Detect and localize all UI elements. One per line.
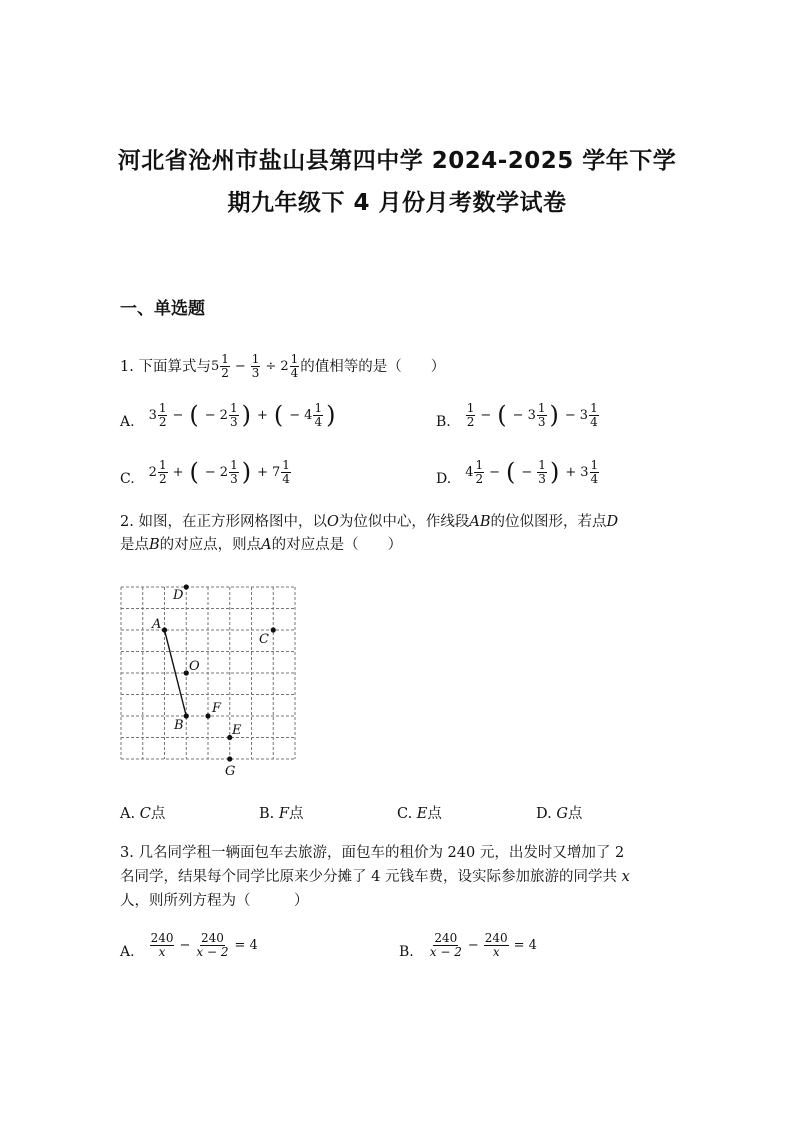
numerator: 1 [229, 400, 238, 415]
option-letter: C. [397, 806, 413, 822]
label-c: C [259, 632, 269, 647]
fraction [484, 932, 509, 959]
q2-option-d[interactable] [536, 802, 582, 826]
fraction [589, 402, 599, 429]
numerator: 240 [484, 930, 508, 945]
option-letter: C. [120, 471, 135, 487]
numerator: 1 [590, 400, 598, 415]
q2-var-a: A [261, 537, 272, 553]
operator: + [565, 464, 577, 480]
q1-frac-b-den: 3 [251, 366, 260, 380]
numerator: 240 [200, 930, 224, 945]
denominator: 2 [466, 414, 475, 429]
q3-var-x: x [621, 869, 630, 885]
operator: − [521, 464, 533, 480]
option-expression [465, 402, 600, 429]
fraction [229, 459, 239, 486]
option-letter: A. [120, 944, 135, 960]
q1-frac-a [220, 353, 230, 380]
point-d [184, 584, 189, 589]
q1-expression [211, 353, 300, 380]
denominator: x [158, 944, 166, 959]
fraction [466, 402, 476, 429]
operator: − [179, 937, 191, 953]
denominator: 4 [314, 414, 323, 429]
equation-rhs: = 4 [513, 937, 537, 953]
q1-option-a[interactable] [120, 400, 337, 430]
whole: 4 [304, 407, 313, 423]
page-title-line1: 河北省沧州市盐山县第四中学 2024-2025 学年下学 [117, 148, 677, 174]
numerator: 1 [466, 400, 475, 415]
option-text: 点 [288, 806, 304, 822]
left-paren: ( [273, 401, 284, 429]
option-expression [149, 402, 338, 429]
operator: − [204, 407, 216, 423]
q1-option-d[interactable] [436, 457, 600, 487]
label-e: E [232, 723, 242, 738]
fraction [158, 459, 168, 486]
option-letter: B. [259, 806, 275, 822]
right-paren: ) [549, 458, 560, 486]
right-paren: ) [241, 401, 251, 429]
fraction [195, 932, 229, 959]
denominator: 2 [158, 414, 167, 429]
page-title-line2: 期九年级下 4 月份月考数学试卷 [227, 190, 567, 216]
denominator: 3 [538, 471, 546, 486]
dashed-grid [121, 587, 295, 759]
fraction [281, 459, 291, 486]
label-b: B [174, 718, 184, 733]
denominator: 4 [590, 471, 599, 486]
q1-option-b[interactable] [436, 400, 600, 430]
fraction [158, 402, 168, 429]
numerator: 1 [314, 400, 323, 415]
label-a: A [152, 617, 162, 632]
option-letter: A. [120, 806, 136, 822]
operator: + [172, 464, 184, 480]
whole: 7 [271, 464, 281, 480]
whole: 2 [148, 464, 157, 480]
option-text: 点 [427, 806, 442, 822]
q1-frac-b-num: 1 [251, 352, 260, 366]
whole: 2 [219, 407, 228, 423]
label-o: O [189, 659, 200, 674]
numerator: 1 [158, 457, 167, 472]
option-letter: D. [536, 806, 552, 822]
operator: − [512, 407, 524, 423]
q1-frac-a-den: 2 [221, 366, 229, 380]
q2-text: 是点 [120, 537, 149, 553]
option-text: 点 [567, 806, 583, 822]
label-d: D [173, 588, 184, 603]
fraction [313, 402, 323, 429]
q2-text: 的对应点，则点 [159, 537, 262, 553]
right-paren: ) [241, 458, 252, 486]
point-a [162, 627, 167, 632]
right-paren: ) [549, 401, 559, 429]
q1-option-c[interactable] [120, 457, 292, 487]
q1-frac-c [290, 353, 300, 380]
denominator: 4 [282, 471, 290, 486]
q1-frac-a-num: 1 [221, 352, 229, 366]
operator: + [256, 407, 268, 423]
operator: − [289, 407, 301, 423]
denominator: x − 2 [429, 944, 462, 959]
operator: − [204, 464, 216, 480]
fraction [590, 459, 600, 486]
denominator: 3 [537, 414, 546, 429]
option-expression [149, 459, 292, 486]
option-var: C [139, 806, 151, 822]
option-letter: D. [436, 471, 452, 487]
denominator: 3 [229, 414, 238, 429]
q2-var-b: B [149, 537, 160, 553]
q3-option-a[interactable] [120, 930, 262, 960]
point-g [227, 756, 232, 761]
option-var: E [416, 806, 428, 822]
operator: − [480, 407, 492, 423]
q1-op1: − [234, 358, 246, 374]
option-letter: B. [436, 414, 451, 430]
question-1 [120, 353, 445, 380]
denominator: 2 [475, 471, 484, 486]
numerator: 240 [150, 930, 174, 945]
denominator: 2 [158, 471, 167, 486]
q3-option-b[interactable] [399, 930, 541, 960]
numerator: 1 [475, 457, 484, 472]
whole: 3 [580, 464, 589, 480]
numerator: 1 [538, 457, 546, 472]
numerator: 1 [590, 457, 599, 472]
denominator: 3 [230, 471, 238, 486]
question-3-line2 [120, 865, 630, 889]
q2-grid-figure [110, 578, 310, 778]
q2-text: 2. 如图，在正方形网格图中，以 [120, 514, 327, 530]
q3-text: 名同学，结果每个同学比原来少分摊了 4 元钱车费，设实际参加旅游的同学共 [120, 869, 617, 885]
left-paren: ( [189, 401, 199, 429]
equation-rhs: = 4 [234, 937, 258, 953]
right-paren: ) [326, 401, 336, 429]
question-2-line2 [120, 533, 402, 557]
point-c [271, 627, 276, 632]
question-3-line1: 3. 几名同学租一辆面包车去旅游，面包车的租价为 240 元，出发时又增加了 2 [120, 845, 625, 861]
option-expression [149, 932, 262, 959]
q1-whole-c: 2 [280, 358, 289, 374]
fraction [537, 402, 547, 429]
q2-option-a[interactable] [120, 802, 165, 826]
left-paren: ( [506, 458, 516, 486]
operator: − [172, 407, 184, 423]
denominator: 4 [590, 414, 598, 429]
whole: 3 [579, 407, 589, 423]
operator: − [564, 407, 576, 423]
q2-option-c[interactable] [397, 802, 442, 826]
whole: 3 [527, 407, 536, 423]
q2-var-ab: AB [469, 514, 491, 530]
label-g: G [225, 764, 236, 778]
numerator: 240 [434, 930, 458, 945]
whole: 2 [219, 464, 229, 480]
q1-whole-a: 5 [210, 358, 220, 374]
fraction [537, 459, 547, 486]
denominator: x − 2 [196, 944, 229, 959]
q2-option-b[interactable] [259, 802, 303, 826]
q1-op2: ÷ [265, 358, 277, 374]
operator: − [489, 464, 501, 480]
q2-text: 的位似图形，若点 [490, 514, 607, 530]
q2-var-o: O [326, 514, 339, 530]
numerator: 1 [158, 400, 167, 415]
q2-text: 的对应点是（ ） [271, 537, 403, 553]
fraction [474, 459, 484, 486]
q2-text: 为位似中心，作线段 [338, 514, 470, 530]
option-var: G [556, 806, 568, 822]
option-var: F [278, 806, 289, 822]
point-f [205, 713, 210, 718]
numerator: 1 [537, 400, 546, 415]
option-text: 点 [150, 806, 166, 822]
fraction [229, 402, 239, 429]
left-paren: ( [497, 401, 507, 429]
q1-frac-b [251, 353, 261, 380]
option-expression [465, 459, 600, 486]
question-2-line1 [120, 510, 618, 534]
fraction [429, 932, 463, 959]
q1-suffix: 的值相等的是（ ） [300, 358, 446, 375]
denominator: x [492, 944, 500, 959]
q1-frac-c-num: 1 [290, 352, 299, 366]
q1-frac-c-den: 4 [290, 366, 299, 380]
point-b [184, 713, 189, 718]
operator: + [257, 464, 268, 480]
whole: 4 [465, 464, 474, 480]
operator: − [467, 937, 479, 953]
left-paren: ( [189, 458, 199, 486]
numerator: 1 [282, 457, 290, 472]
option-letter: B. [399, 944, 414, 960]
section-header: 一、单选题 [120, 299, 205, 319]
option-letter: A. [120, 414, 135, 430]
numerator: 1 [230, 457, 238, 472]
label-f: F [212, 701, 222, 716]
q2-var-d: D [606, 514, 619, 530]
whole: 3 [148, 407, 157, 423]
fraction [150, 932, 175, 959]
question-3-line3: 人，则所列方程为（ ） [120, 893, 309, 909]
option-expression [428, 932, 541, 959]
q1-prefix: 1. 下面算式与 [120, 358, 211, 375]
